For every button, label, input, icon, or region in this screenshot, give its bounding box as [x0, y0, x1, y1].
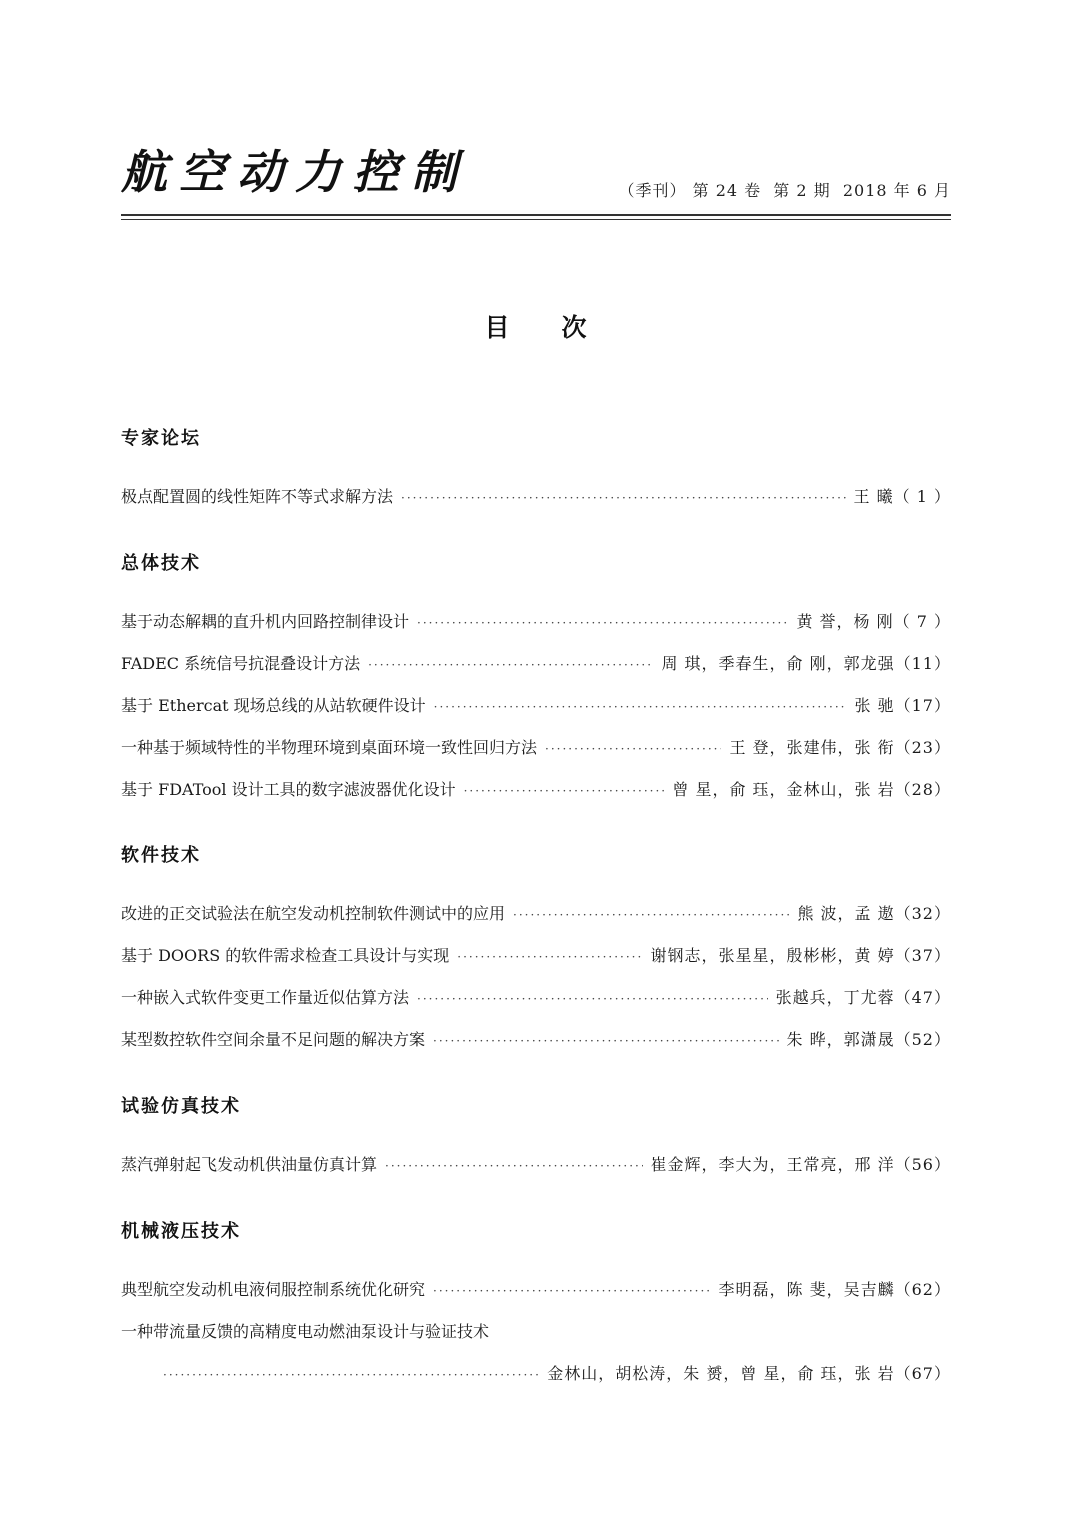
entry-authors: 王 曦: [853, 487, 894, 506]
header-rule-thin: [121, 219, 951, 220]
entry-authors: 张越兵，丁尤蓉: [775, 988, 895, 1007]
entry-page: （62）: [894, 1280, 951, 1299]
section-heading: 总体技术: [121, 553, 201, 574]
section-heading: 试验仿真技术: [121, 1096, 241, 1117]
entry-title: 一种带流量反馈的高精度电动燃油泵设计与验证技术: [121, 1322, 490, 1341]
entry-title: 基于动态解耦的直升机内回路控制律设计: [121, 612, 410, 631]
journal-title: 航空动力控制: [121, 145, 469, 199]
entry-page: （37）: [894, 946, 951, 965]
entry-authors: 张 驰: [854, 696, 895, 715]
leader-dots: [163, 1363, 539, 1387]
entry-authors: 熊 波，孟 遨: [797, 904, 895, 923]
leader-dots: [434, 695, 847, 719]
leader-dots: [457, 945, 642, 969]
leader-dots: [433, 1279, 711, 1303]
issue-info: （季刊） 第 24 卷 第 2 期 2018 年 6 月: [618, 181, 951, 200]
toc-entry[interactable]: [121, 902, 951, 926]
toc-entry[interactable]: [121, 1153, 951, 1177]
entry-authors: 金林山，胡松涛，朱 赟，曾 星，俞 珏，张 岩: [547, 1364, 895, 1383]
entry-authors: 李明磊，陈 斐，吴吉麟: [718, 1280, 895, 1299]
toc-entry-title-line[interactable]: [121, 1320, 951, 1344]
section-heading: 软件技术: [121, 845, 201, 866]
leader-dots: [545, 737, 721, 761]
entry-page: （28）: [894, 780, 951, 799]
entry-authors: 曾 星，俞 珏，金林山，张 岩: [672, 780, 895, 799]
entry-title: 基于 DOORS 的软件需求检查工具设计与实现: [121, 946, 450, 965]
entry-title: 某型数控软件空间余量不足问题的解决方案: [121, 1030, 426, 1049]
entry-page: （11）: [894, 654, 951, 673]
toc-entry-continuation[interactable]: [163, 1362, 951, 1386]
toc-entry[interactable]: [121, 694, 951, 718]
masthead: [121, 142, 951, 222]
entry-authors: 周 琪，季春生，俞 刚，郭龙强: [661, 654, 895, 673]
entry-page: （56）: [894, 1155, 951, 1174]
section-heading: 机械液压技术: [121, 1221, 241, 1242]
toc-entry[interactable]: [121, 485, 951, 509]
entry-title: 基于 Ethercat 现场总线的从站软硬件设计: [121, 696, 426, 715]
entry-title: 蒸汽弹射起飞发动机供油量仿真计算: [121, 1155, 378, 1174]
entry-page: （32）: [894, 904, 951, 923]
entry-title: 一种基于频域特性的半物理环境到桌面环境一致性回归方法: [121, 738, 538, 757]
toc-title: 目次: [484, 313, 639, 342]
toc-entry[interactable]: [121, 986, 951, 1010]
entry-authors: 谢钢志，张星星，殷彬彬，黄 婷: [650, 946, 895, 965]
entry-page: （23）: [894, 738, 951, 757]
toc-entry[interactable]: [121, 1278, 951, 1302]
toc-entry[interactable]: [121, 610, 951, 634]
entry-title: 典型航空发动机电液伺服控制系统优化研究: [121, 1280, 426, 1299]
section-heading: 专家论坛: [121, 428, 201, 449]
toc-entry[interactable]: [121, 736, 951, 760]
toc-entry[interactable]: [121, 652, 951, 676]
toc-entry[interactable]: [121, 944, 951, 968]
entry-title: 一种嵌入式软件变更工作量近似估算方法: [121, 988, 410, 1007]
entry-authors: 崔金辉，李大为，王常亮，邢 洋: [650, 1155, 895, 1174]
toc-entry[interactable]: [121, 778, 951, 802]
leader-dots: [417, 987, 768, 1011]
leader-dots: [368, 653, 653, 677]
leader-dots: [433, 1029, 779, 1053]
entry-authors: 黄 誉，杨 刚: [796, 612, 894, 631]
entry-authors: 王 登，张建伟，张 衔: [729, 738, 895, 757]
entry-page: （17）: [894, 696, 951, 715]
leader-dots: [401, 486, 846, 510]
leader-dots: [513, 903, 789, 927]
entry-page: （ 1 ）: [893, 487, 951, 506]
entry-title: 基于 FDATool 设计工具的数字滤波器优化设计: [121, 780, 456, 799]
leader-dots: [417, 611, 788, 635]
leader-dots: [385, 1154, 643, 1178]
entry-page: （67）: [894, 1364, 951, 1383]
leader-dots: [464, 779, 665, 803]
entry-authors: 朱 晔，郭潇晟: [786, 1030, 895, 1049]
entry-page: （52）: [894, 1030, 951, 1049]
entry-title: FADEC 系统信号抗混叠设计方法: [121, 654, 361, 673]
entry-page: （ 7 ）: [893, 612, 951, 631]
entry-title: 改进的正交试验法在航空发动机控制软件测试中的应用: [121, 904, 506, 923]
header-rule-thick: [121, 214, 951, 216]
entry-title: 极点配置圆的线性矩阵不等式求解方法: [121, 487, 394, 506]
entry-page: （47）: [894, 988, 951, 1007]
toc-entry[interactable]: [121, 1028, 951, 1052]
